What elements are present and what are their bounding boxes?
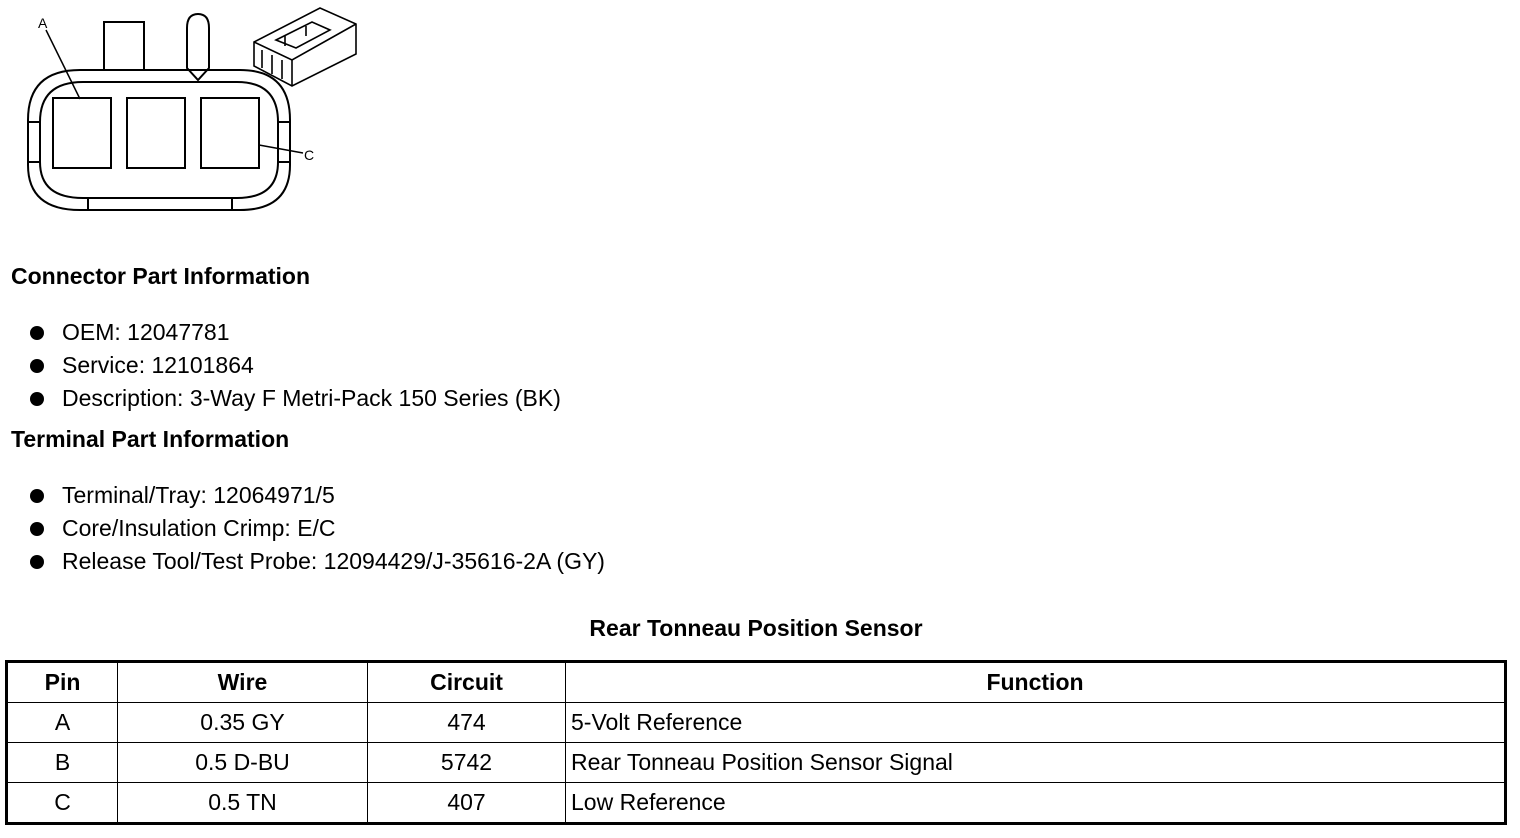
- bullet-icon: [30, 359, 44, 373]
- connector-side-key-left: [28, 122, 40, 162]
- cell-circuit: 474: [368, 703, 566, 743]
- cell-pin: C: [7, 783, 118, 824]
- cell-function: Low Reference: [566, 783, 1506, 824]
- list-item-text: OEM: 12047781: [62, 319, 230, 345]
- connector-top-tab: [104, 22, 144, 70]
- header-pin: Pin: [7, 662, 118, 703]
- connector-part-info-list: [28, 316, 561, 415]
- header-function: Function: [566, 662, 1506, 703]
- table-row: [7, 743, 1506, 783]
- connector-housing-inner: [40, 82, 278, 198]
- cell-wire: 0.35 GY: [118, 703, 368, 743]
- connector-housing-outer: [28, 70, 290, 210]
- connector-side-key-right: [278, 122, 290, 162]
- connector-part-info-heading: Connector Part Information: [11, 263, 311, 289]
- pin-a-label: A: [38, 15, 48, 31]
- bullet-icon: [30, 555, 44, 569]
- connector-diagram: [0, 0, 380, 225]
- list-item-text: Description: 3-Way F Metri-Pack 150 Series (BK): [62, 385, 561, 411]
- cavity-a: [53, 98, 111, 168]
- connector-isometric-icon: [254, 8, 356, 86]
- cavity-b: [127, 98, 185, 168]
- list-item: [28, 349, 561, 382]
- cell-circuit: 5742: [368, 743, 566, 783]
- cell-wire: 0.5 D-BU: [118, 743, 368, 783]
- table-row: [7, 783, 1506, 824]
- list-item-text: Service: 12101864: [62, 352, 254, 378]
- bullet-icon: [30, 489, 44, 503]
- header-wire: Wire: [118, 662, 368, 703]
- terminal-part-info-heading: Terminal Part Information: [11, 426, 290, 452]
- list-item: [28, 545, 605, 578]
- cell-pin: A: [7, 703, 118, 743]
- bullet-icon: [30, 326, 44, 340]
- list-item: [28, 512, 605, 545]
- cell-pin: B: [7, 743, 118, 783]
- cell-wire: 0.5 TN: [118, 783, 368, 824]
- list-item-text: Core/Insulation Crimp: E/C: [62, 515, 336, 541]
- cell-function: Rear Tonneau Position Sensor Signal: [566, 743, 1506, 783]
- bullet-icon: [30, 392, 44, 406]
- pin-c-label: C: [304, 147, 315, 163]
- cell-function: 5-Volt Reference: [566, 703, 1506, 743]
- list-item: [28, 479, 605, 512]
- list-item: [28, 316, 561, 349]
- table-title: Rear Tonneau Position Sensor: [589, 615, 923, 641]
- table-header-row: [7, 662, 1506, 703]
- cavity-c: [201, 98, 259, 168]
- table-row: [7, 703, 1506, 743]
- bullet-icon: [30, 522, 44, 536]
- pin-table: [5, 660, 1507, 825]
- cell-circuit: 407: [368, 783, 566, 824]
- list-item: [28, 382, 561, 415]
- header-circuit: Circuit: [368, 662, 566, 703]
- terminal-part-info-list: [28, 479, 605, 578]
- list-item-text: Terminal/Tray: 12064971/5: [62, 482, 335, 508]
- list-item-text: Release Tool/Test Probe: 12094429/J-35616-2A (GY): [62, 548, 605, 574]
